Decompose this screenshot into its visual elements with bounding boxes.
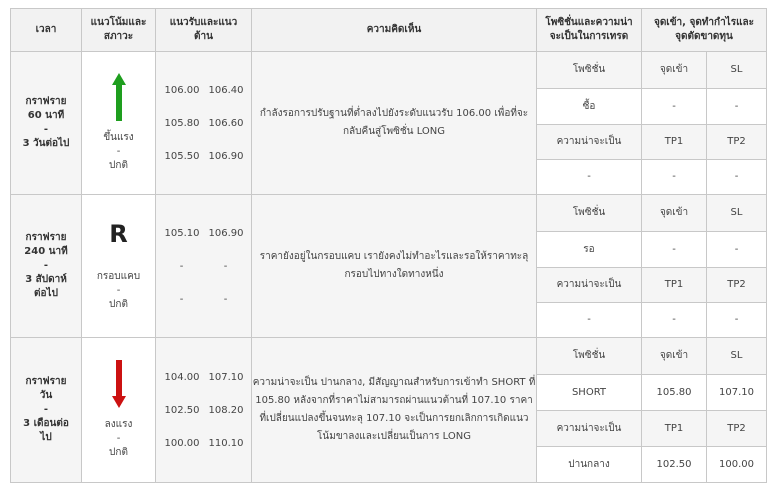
levels-cell [156, 52, 252, 195]
position-label: โพซิชั่น [537, 338, 642, 374]
table-row [11, 52, 767, 195]
support-level: 100.00 [164, 437, 200, 449]
tp2-label: TP2 [707, 410, 767, 446]
sl-label: SL [707, 195, 767, 231]
sl-value: 107.10 [707, 374, 767, 410]
resistance-level: 106.60 [208, 117, 244, 129]
trend-condition: ปกติ [109, 160, 128, 171]
support-level: 105.50 [164, 150, 200, 162]
resistance-level: 106.90 [208, 150, 244, 162]
tp1-label: TP1 [642, 124, 707, 159]
comment-cell: กำลังรอการปรับฐานที่ต่ำลงไปยังระดับแนวรับ 106.00 เพื่อที่จะกลับคืนสู่โพซิชั่น LONG [252, 52, 537, 195]
support-level: 104.00 [164, 371, 200, 383]
tp1-label: TP1 [642, 267, 707, 302]
table-row [11, 338, 767, 483]
trend-separator: - [116, 433, 121, 444]
tp2-value: 100.00 [707, 446, 767, 482]
resistance-level: - [223, 293, 228, 305]
trend-label: ลงแรง [104, 419, 133, 430]
timeframe-horizon: 3 วันต่อไป [22, 138, 70, 149]
tp2-value: - [707, 302, 767, 337]
up-arrow-icon [112, 73, 126, 121]
sl-value: - [707, 231, 767, 267]
probability-label: ความน่าจะเป็น [537, 267, 642, 302]
timeframe-line: กราฟราย [25, 232, 67, 243]
trend-label: กรอบแคบ [96, 271, 141, 282]
support-level: 102.50 [164, 404, 200, 416]
header-position: โพซิชั่นและความน่าจะเป็นในการเทรด [537, 9, 642, 52]
probability-value: ปานกลาง [537, 446, 642, 482]
levels-cell [156, 195, 252, 338]
entry-value: - [642, 88, 707, 124]
position-grid [537, 52, 766, 194]
sl-label: SL [707, 52, 767, 88]
probability-label: ความน่าจะเป็น [537, 124, 642, 159]
position-grid-cell [537, 195, 767, 338]
trend-separator: - [116, 146, 121, 157]
trend-separator: - [116, 285, 121, 296]
resistance-level: 106.90 [208, 227, 244, 239]
position-grid [537, 338, 766, 482]
timeframe-horizon: ต่อไป [34, 288, 58, 299]
header-row [11, 9, 767, 52]
resistance-level: 108.20 [208, 404, 244, 416]
entry-value: - [642, 231, 707, 267]
position-value: ซื้อ [537, 88, 642, 124]
sl-value: - [707, 88, 767, 124]
timeframe-separator: - [43, 124, 49, 135]
entry-value: 105.80 [642, 374, 707, 410]
trend-condition: ปกติ [109, 299, 128, 310]
timeframe-horizon: ไป [40, 432, 52, 443]
trend-cell [82, 52, 156, 195]
position-grid [537, 195, 766, 337]
probability-value: - [537, 302, 642, 337]
resistance-level: 107.10 [208, 371, 244, 383]
support-level: - [179, 293, 184, 305]
tp2-label: TP2 [707, 267, 767, 302]
resistance-level: - [223, 260, 228, 272]
position-value: รอ [537, 231, 642, 267]
header-levels: แนวรับและแนวต้าน [156, 9, 252, 52]
forecast-table [10, 8, 767, 483]
trend-cell [82, 195, 156, 338]
comment-cell: ราคายังอยู่ในกรอบแคบ เรายังคงไม่ทำอะไรและรอให้ราคาทะลุกรอบไปทางใดทางหนึ่ง [252, 195, 537, 338]
levels-cell [156, 338, 252, 483]
timeframe-cell [11, 52, 82, 195]
tp2-label: TP2 [707, 124, 767, 159]
timeframe-separator: - [43, 260, 49, 271]
resistance-level: 110.10 [208, 437, 244, 449]
timeframe-line: 240 นาที [24, 246, 68, 257]
header-time: เวลา [11, 9, 82, 52]
header-trend: แนวโน้มและสภาวะ [82, 9, 156, 52]
timeframe-line: วัน [39, 390, 53, 401]
timeframe-separator: - [43, 404, 49, 415]
range-r-icon: R [109, 220, 128, 248]
timeframe-line: 60 นาที [27, 110, 65, 121]
position-label: โพซิชั่น [537, 52, 642, 88]
support-level: 105.80 [164, 117, 200, 129]
timeframe-horizon: 3 เดือนต่อ [23, 418, 69, 429]
entry-label: จุดเข้า [642, 52, 707, 88]
header-targets: จุดเข้า, จุดทำกำไรและจุดตัดขาดทุน [642, 9, 767, 52]
support-level: 106.00 [164, 84, 200, 96]
probability-value: - [537, 159, 642, 194]
probability-label: ความน่าจะเป็น [537, 410, 642, 446]
entry-label: จุดเข้า [642, 195, 707, 231]
sl-label: SL [707, 338, 767, 374]
table-row [11, 195, 767, 338]
trend-cell [82, 338, 156, 483]
timeframe-line: กราฟราย [25, 376, 67, 387]
timeframe-horizon: 3 สัปดาห์ [25, 274, 67, 285]
support-level: 105.10 [164, 227, 200, 239]
tp2-value: - [707, 159, 767, 194]
position-label: โพซิชั่น [537, 195, 642, 231]
tp1-label: TP1 [642, 410, 707, 446]
entry-label: จุดเข้า [642, 338, 707, 374]
timeframe-cell [11, 338, 82, 483]
trend-label: ขึ้นแรง [103, 132, 134, 143]
trend-condition: ปกติ [109, 447, 128, 458]
down-arrow-icon [112, 360, 126, 408]
tp1-value: - [642, 159, 707, 194]
position-value: SHORT [537, 374, 642, 410]
support-level: - [179, 260, 184, 272]
tp1-value: - [642, 302, 707, 337]
tp1-value: 102.50 [642, 446, 707, 482]
position-grid-cell [537, 338, 767, 483]
position-grid-cell [537, 52, 767, 195]
resistance-level: 106.40 [208, 84, 244, 96]
timeframe-cell [11, 195, 82, 338]
comment-cell: ความน่าจะเป็น ปานกลาง, มีสัญญาณสำหรับการเข้าทำ SHORT ที่ 105.80 หลังจากที่ราคาไม่สามารถผ่านแนวต้านที่ 107.10 ราคาที่เปลี่ยนแปลงขึ้นจนทะลุ 107.10 จะเป็นการยกเลิกการเกิดแนวโน้มขาลงและเปลี่ยนเป็นการ LONG [252, 338, 537, 483]
header-comment: ความคิดเห็น [252, 9, 537, 52]
timeframe-line: กราฟราย [25, 96, 67, 107]
